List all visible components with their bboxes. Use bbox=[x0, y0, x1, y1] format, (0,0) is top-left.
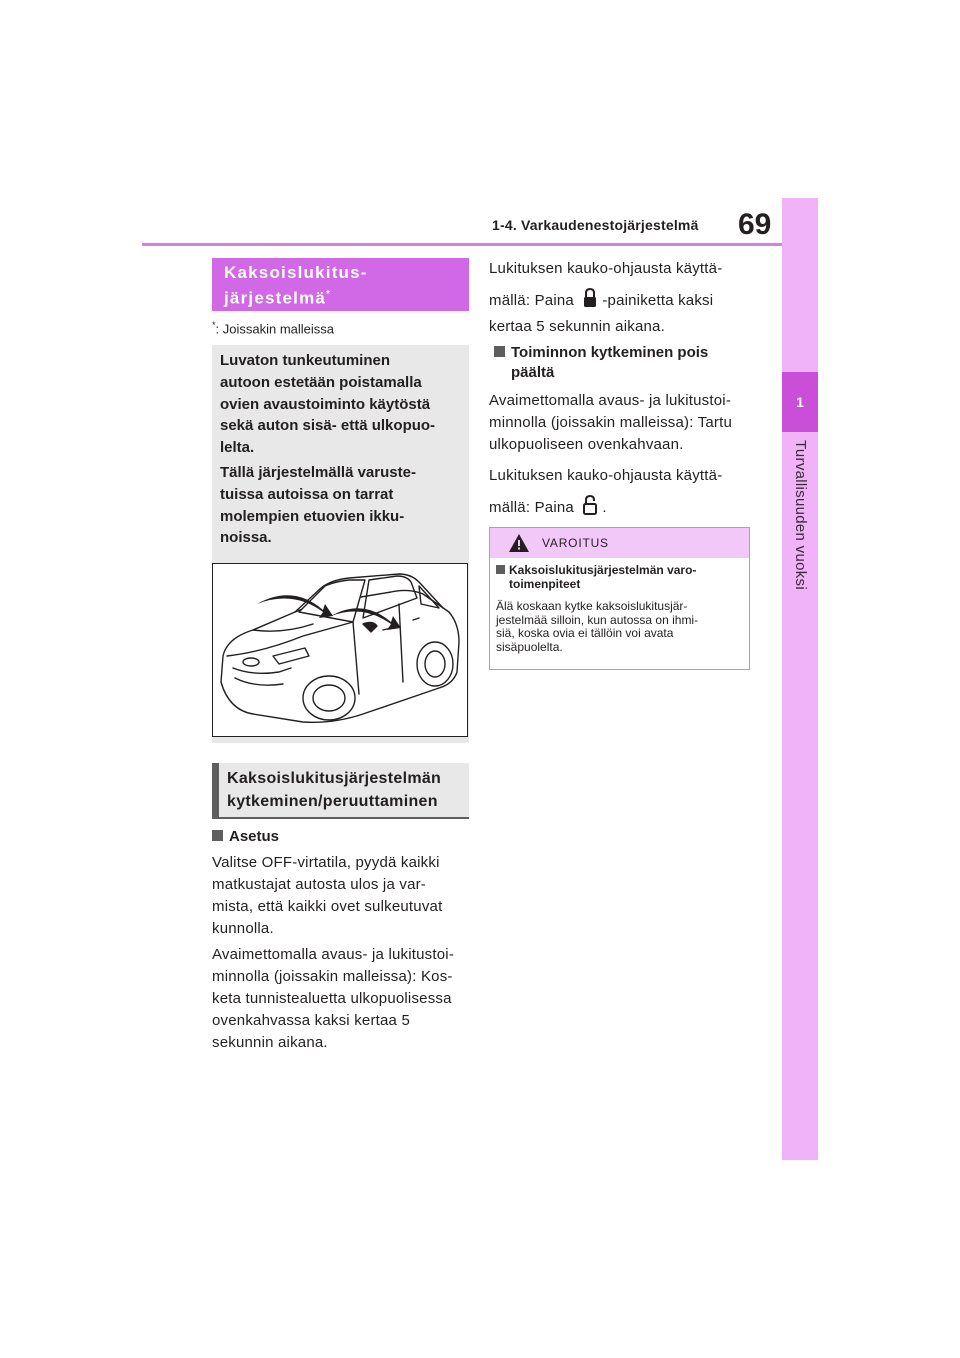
intro-paragraph-2 bbox=[220, 462, 460, 549]
text-line: minnolla (joissakin malleissa): Kos- bbox=[212, 968, 453, 985]
remote-unlock-text-a: mällä: Paina bbox=[489, 499, 574, 516]
section-title: 1-4. Varkaudenestojärjestelmä bbox=[492, 217, 699, 233]
warning-subheading-line2: toimenpiteet bbox=[509, 577, 581, 591]
remote-lock-line1: Lukituksen kauko-ohjausta käyttä- bbox=[489, 260, 723, 277]
text-line: kunnolla. bbox=[212, 920, 274, 937]
intro-line: Luvaton tunkeutuminen bbox=[220, 352, 390, 369]
text-line: keta tunnistealuetta ulkopuolisessa bbox=[212, 990, 452, 1007]
intro-line: molempien etuovien ikku- bbox=[220, 507, 405, 525]
warning-icon bbox=[508, 533, 530, 553]
bullet-square bbox=[496, 565, 505, 574]
subsection-heading-line2: kytkeminen/peruuttaminen bbox=[227, 793, 438, 810]
text-line: jestelmää silloin, kun autossa on ihmi- bbox=[496, 612, 699, 627]
setting-heading-text: Asetus bbox=[229, 828, 280, 845]
setting-paragraph-1 bbox=[212, 852, 472, 940]
remote-unlock-text-b: . bbox=[602, 499, 607, 516]
intro-paragraph-1 bbox=[220, 350, 460, 459]
text-line: sisäpuolelta. bbox=[496, 639, 563, 654]
warning-title: VAROITUS bbox=[542, 536, 609, 550]
setting-heading bbox=[212, 828, 279, 845]
text-line: Avaimettomalla avaus- ja lukitustoi- bbox=[212, 946, 455, 963]
turn-off-heading-line2: päältä bbox=[511, 364, 555, 381]
bullet-square bbox=[494, 346, 505, 357]
footnote-asterisk: * bbox=[212, 320, 216, 330]
text-line: sekunnin aikana. bbox=[212, 1034, 328, 1051]
footnote bbox=[212, 320, 334, 336]
header-rule bbox=[142, 243, 782, 246]
turn-off-heading-line1 bbox=[494, 343, 708, 363]
warning-subheading-line1 bbox=[496, 563, 746, 577]
footnote-text: : Joissakin malleissa bbox=[215, 321, 335, 337]
intro-line: lelta. bbox=[220, 439, 255, 457]
bullet-square bbox=[212, 830, 223, 841]
car-illustration bbox=[212, 563, 468, 737]
keyless-paragraph bbox=[489, 390, 751, 456]
intro-line: sekä auton sisä- että ulkopuo- bbox=[220, 417, 436, 435]
intro-line: noissa. bbox=[220, 529, 272, 547]
section-heading-line2 bbox=[224, 284, 469, 310]
remote-lock-line3: kertaa 5 sekunnin aikana. bbox=[489, 318, 665, 335]
warning-body bbox=[496, 600, 746, 654]
remote-lock-text-b: -painiketta kaksi bbox=[602, 292, 714, 309]
remote-lock-text-a: mällä: Paina bbox=[489, 292, 574, 309]
lock-icon bbox=[580, 287, 600, 307]
section-heading-line2-text: järjestelmä bbox=[224, 288, 327, 308]
remote-unlock-line2 bbox=[489, 494, 607, 519]
text-line: siä, koska ovia ei tällöin voi avata bbox=[496, 626, 674, 640]
text-line: Älä koskaan kytke kaksoislukitusjär- bbox=[496, 599, 688, 613]
text-line: ulkopuoliseen ovenkahvaan. bbox=[489, 436, 684, 453]
remote-unlock-line1: Lukituksen kauko-ohjausta käyttä- bbox=[489, 467, 723, 484]
intro-line: ovien avaustoiminto käytöstä bbox=[220, 395, 431, 413]
warning-subheading bbox=[496, 563, 746, 591]
intro-line: autoon estetään poistamalla bbox=[220, 373, 422, 391]
subsection-heading bbox=[212, 763, 469, 819]
text-line: Valitse OFF-virtatila, pyydä kaikki bbox=[212, 854, 440, 871]
warning-subheading-text: Kaksoislukitusjärjestelmän varo- bbox=[509, 563, 697, 577]
car-drawing bbox=[213, 564, 467, 736]
footnote-marker: * bbox=[326, 289, 332, 300]
text-line: minnolla (joissakin malleissa): Tartu bbox=[489, 414, 733, 431]
chapter-side-tab bbox=[782, 198, 818, 1160]
chapter-number: 1 bbox=[782, 372, 818, 432]
remote-lock-line2 bbox=[489, 287, 713, 312]
chapter-title-text: Turvallisuuden vuoksi bbox=[792, 440, 809, 590]
turn-off-heading bbox=[494, 343, 708, 383]
unlock-icon bbox=[580, 494, 600, 514]
subsection-heading-line1: Kaksoislukitusjärjestelmän bbox=[227, 770, 442, 787]
chapter-title bbox=[782, 440, 818, 660]
section-heading bbox=[212, 258, 469, 311]
text-line: Avaimettomalla avaus- ja lukitustoi- bbox=[489, 392, 732, 409]
setting-paragraph-2 bbox=[212, 944, 474, 1054]
page-number: 69 bbox=[738, 208, 772, 241]
text-line: ovenkahvassa kaksi kertaa 5 bbox=[212, 1012, 411, 1029]
intro-line: tuissa autoissa on tarrat bbox=[220, 485, 394, 503]
text-line: mista, että kaikki ovet sulkeutuvat bbox=[212, 898, 443, 915]
turn-off-heading-text: Toiminnon kytkeminen pois bbox=[511, 344, 709, 361]
section-heading-line1: Kaksoislukitus- bbox=[224, 263, 368, 282]
intro-line: Tällä järjestelmällä varuste- bbox=[220, 464, 416, 481]
text-line: matkustajat autosta ulos ja var- bbox=[212, 876, 426, 893]
